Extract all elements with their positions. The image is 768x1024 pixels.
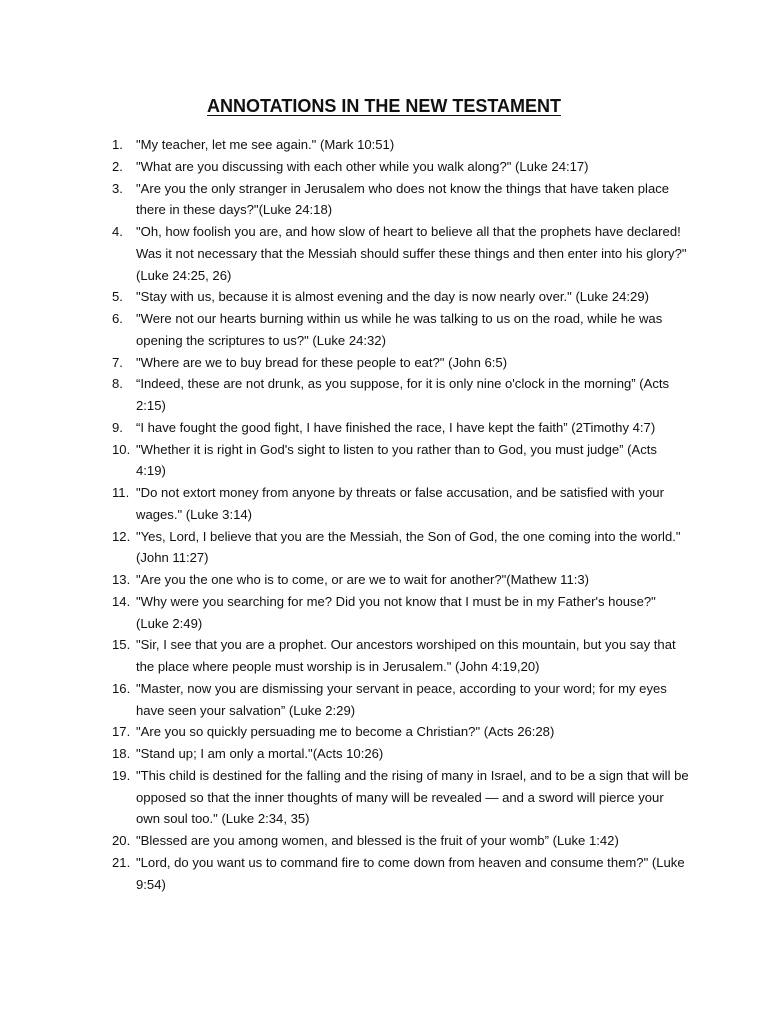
list-item (112, 721, 692, 743)
list-item (112, 134, 692, 156)
list-item (112, 286, 692, 308)
item-number: 9. (112, 419, 123, 435)
item-text: "Lord, do you want us to command fire to come down from heaven and consume them?" (Luke 9:54) (136, 854, 685, 892)
item-text: "Stay with us, because it is almost evening and the day is now nearly over." (Luke 24:29) (136, 289, 649, 305)
item-number: 4. (112, 224, 123, 239)
item-number: 2. (112, 158, 123, 174)
item-text: “I have fought the good fight, I have finished the race, I have kept the faith” (2Timothy 4:7) (136, 419, 656, 435)
item-text: "Where are we to buy bread for these people to eat?" (John 6:5) (136, 354, 508, 370)
list-item (112, 569, 692, 591)
list-item (112, 439, 692, 483)
item-number: 16. (112, 680, 131, 696)
item-number: 7. (112, 354, 123, 370)
item-number: 8. (112, 376, 123, 392)
list-item (112, 591, 692, 635)
item-text: "Sir, I see that you are a prophet. Our ancestors worshiped on this mountain, but you say that the place where people must worship is in Jerusalem." (John 4:19,20) (136, 637, 676, 674)
list-item (112, 178, 692, 222)
list-item (112, 482, 692, 526)
annotation-list (112, 134, 692, 895)
item-number: 6. (112, 311, 123, 326)
item-text: "Why were you searching for me? Did you not know that I must be in my Father's house?" (Luke 2:49) (136, 593, 656, 631)
item-number: 5. (112, 289, 123, 305)
item-number: 1. (112, 137, 123, 152)
item-number: 10. (112, 441, 131, 457)
item-text: "What are you discussing with each other while you walk along?" (Luke 24:17) (136, 158, 589, 174)
list-item (112, 221, 692, 286)
item-number: 15. (112, 637, 131, 653)
item-text: "Do not extort money from anyone by threats or false accusation, and be satisfied with your wages." (Luke 3:14) (136, 485, 664, 522)
item-number: 21. (112, 854, 131, 870)
item-number: 19. (112, 767, 131, 783)
item-text: "Blessed are you among women, and blessed is the fruit of your womb” (Luke 1:42) (136, 833, 619, 848)
list-item (112, 373, 692, 417)
item-text: "Stand up; I am only a mortal."(Acts 10:26) (136, 746, 384, 761)
item-number: 3. (112, 180, 123, 196)
list-item (112, 830, 692, 852)
list-item (112, 417, 692, 439)
document-title: ANNOTATIONS IN THE NEW TESTAMENT (207, 96, 561, 116)
list-item (112, 743, 692, 765)
item-text: "Oh, how foolish you are, and how slow of heart to believe all that the prophets have declared! Was it not necessary that the Messiah should suffer these things and then enter into his glory?" (Luke 24:25, 26) (136, 224, 687, 283)
list-item (112, 156, 692, 178)
item-number: 20. (112, 833, 131, 848)
item-number: 17. (112, 724, 131, 740)
item-number: 13. (112, 572, 131, 587)
list-item (112, 765, 692, 830)
list-item (112, 634, 692, 678)
item-text: "Are you so quickly persuading me to become a Christian?" (Acts 26:28) (136, 724, 555, 740)
item-number: 18. (112, 746, 131, 761)
item-text: "Were not our hearts burning within us while he was talking to us on the road, while he was opening the scriptures to us?" (Luke 24:32) (136, 311, 663, 348)
list-item (112, 526, 692, 570)
item-number: 14. (112, 593, 131, 609)
list-item (112, 308, 692, 352)
item-text: "My teacher, let me see again." (Mark 10:51) (136, 137, 395, 152)
item-text: "Yes, Lord, I believe that you are the Messiah, the Son of God, the one coming into the world." (John 11:27) (136, 528, 681, 566)
item-text: “Indeed, these are not drunk, as you suppose, for it is only nine o'clock in the morning” (Acts 2:15) (136, 376, 670, 413)
item-text: "Are you the one who is to come, or are we to wait for another?"(Mathew 11:3) (136, 572, 590, 587)
item-number: 12. (112, 528, 131, 544)
item-number: 11. (112, 485, 130, 500)
item-text: "Are you the only stranger in Jerusalem who does not know the things that have taken place there in these days?"(Luke 24:18) (136, 180, 670, 218)
item-text: "This child is destined for the falling and the rising of many in Israel, and to be a sign that will be opposed so that the inner thoughts of many will be revealed — and a sword will pierce your own soul too." (Luke 2:34, 35) (136, 767, 689, 827)
list-item (112, 352, 692, 374)
list-item (112, 852, 692, 896)
list-item (112, 678, 692, 722)
item-text: "Master, now you are dismissing your servant in peace, according to your word; for my eyes have seen your salvation” (Luke 2:29) (136, 680, 667, 718)
item-text: "Whether it is right in God's sight to listen to you rather than to God, you must judge” (Acts 4:19) (136, 441, 657, 479)
